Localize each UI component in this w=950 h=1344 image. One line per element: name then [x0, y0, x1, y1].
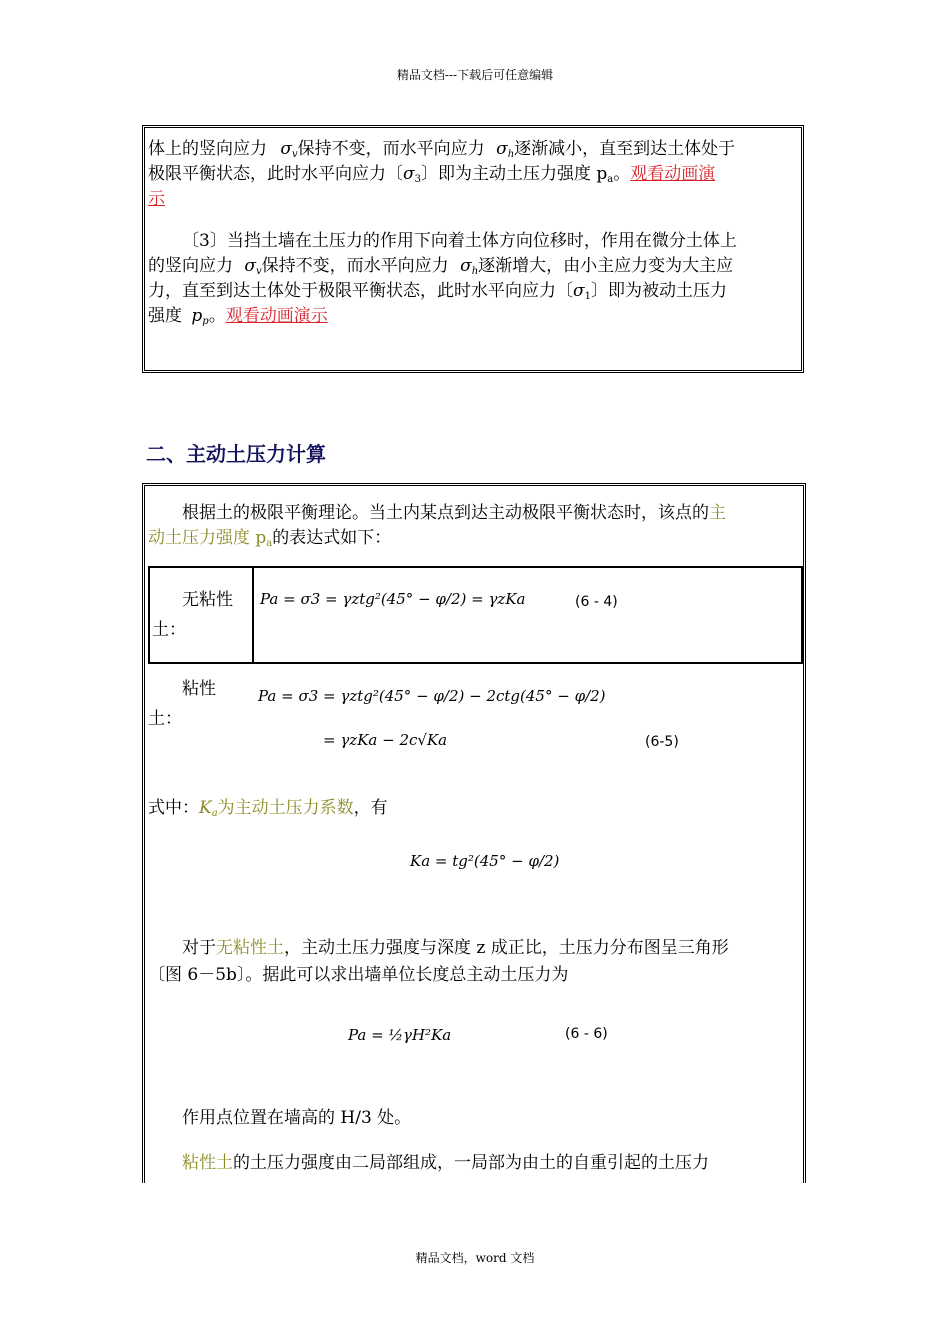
- ka: K: [199, 798, 212, 818]
- cohesionless-label: 无粘性: [182, 590, 233, 610]
- where-line: [148, 796, 388, 826]
- text: 〕即为主动土压力强度 p: [420, 164, 608, 184]
- watch-animation-link-1-end[interactable]: 示: [148, 189, 165, 209]
- page-header: 精品文档---下载后可任意编辑: [396, 68, 554, 82]
- sub-a: a: [607, 174, 614, 185]
- paragraph-1-line-2: [148, 162, 808, 192]
- cohesionless-label-2: 土：: [152, 620, 186, 640]
- sub-3: 3: [414, 174, 421, 185]
- equation-6-4: [260, 590, 525, 608]
- sub-p: p: [202, 316, 209, 327]
- olive-term: 无粘性土: [216, 938, 284, 958]
- text: 力，直至到达土体处于极限平衡状态，此时水平向应力〔: [148, 281, 573, 301]
- sigma-h: σ: [460, 256, 472, 276]
- text: 根据土的极限平衡理论。当土内某点到达主动极限平衡状态时，该点的: [182, 503, 709, 523]
- text: 保持不变，而水平向应力: [261, 256, 449, 276]
- paragraph-3-line-2: 〔图 6－5b〕。据此可以求出墙单位长度总主动土压力为: [148, 965, 569, 985]
- sub-1: 1: [584, 291, 591, 302]
- text: 的表达式如下：: [272, 528, 392, 548]
- sub-v: v: [292, 149, 298, 160]
- eq-6-4-text: Pa = σ3 = γztg²(45° − φ/2) = γzKa: [260, 590, 526, 608]
- sigma-1: σ: [573, 281, 585, 301]
- olive-term: 主: [709, 503, 726, 523]
- paragraph-2-line-1: 〔3〕当挡土墙在土压力的作用下向着土体方向位移时，作用在微分土体上: [182, 231, 737, 251]
- cohesive-label-2: 土：: [148, 709, 182, 729]
- text: 〕即为被动土压力: [590, 281, 727, 301]
- sub-a: a: [266, 538, 273, 549]
- sub-v: v: [256, 266, 262, 277]
- eq-6-5-number: (6-5): [645, 734, 679, 750]
- text: 。: [613, 164, 631, 184]
- text: 极限平衡状态，此时水平向应力〔: [148, 164, 403, 184]
- olive-term: 动土压力强度 p: [148, 528, 267, 548]
- sigma-h: σ: [496, 139, 508, 159]
- equation-ka: Ka = tg²(45° − φ/2): [410, 852, 560, 870]
- text: 的竖向应力: [148, 256, 233, 276]
- olive-term: 粘性土: [182, 1153, 233, 1173]
- watch-animation-link-2[interactable]: 观看动画演示: [225, 306, 328, 326]
- page-footer: 精品文档，word 文档: [415, 1251, 535, 1265]
- sub-h: h: [507, 149, 515, 160]
- intro-line-1: [182, 501, 802, 526]
- paragraph-2-line-4: [148, 304, 328, 334]
- paragraph-1-line-3: [148, 187, 165, 212]
- text-box-1: [142, 125, 804, 373]
- olive-term: 为主动土压力系数: [217, 798, 354, 818]
- text: 的土压力强度由二局部组成，一局部为由土的自重引起的土压力: [233, 1153, 709, 1173]
- table-divider: [252, 568, 254, 662]
- equation-6-5-line-1: Pa = σ3 = γztg²(45° − φ/2) − 2ctg(45° − φ/2): [258, 687, 606, 705]
- paragraph-3-line-1: [182, 936, 802, 961]
- eq-6-6-number: (6 - 6): [565, 1026, 608, 1042]
- ka-sub: a: [211, 808, 218, 819]
- text: 体上的竖向应力: [148, 139, 267, 159]
- text: 强度: [148, 306, 182, 326]
- text: ，有: [353, 798, 388, 818]
- intro-line-2: [148, 526, 391, 556]
- cohesive-label: 粘性: [182, 679, 216, 699]
- text: 。: [208, 306, 226, 326]
- p-italic: p: [191, 306, 203, 326]
- text: 逐渐减小，直至到达土体处于: [514, 139, 736, 159]
- text: 式中：: [148, 798, 199, 818]
- equation-6-5-line-2: = γzKa − 2c√Ka: [323, 731, 448, 749]
- sigma-v: σ: [280, 139, 293, 159]
- text-box-2: [142, 483, 806, 1183]
- cohesionless-table: [148, 566, 803, 664]
- sigma-v: σ: [244, 256, 257, 276]
- paragraph-5-line-1: [182, 1151, 802, 1176]
- section-title: 二、主动土压力计算: [146, 442, 326, 466]
- eq-6-4-number: (6 - 4): [575, 594, 618, 610]
- equation-6-6: Pa = ½γH²Ka: [348, 1026, 452, 1044]
- watch-animation-link-1[interactable]: 观看动画演: [630, 164, 716, 184]
- sigma-3: σ: [403, 164, 415, 184]
- text: 逐渐增大，由小主应力变为大主应: [478, 256, 734, 276]
- text: 保持不变，而水平向应力: [297, 139, 485, 159]
- paragraph-4: 作用点位置在墙高的 H/3 处。: [182, 1108, 412, 1128]
- text: 对于: [182, 938, 216, 958]
- sub-h: h: [471, 266, 479, 277]
- text: ，主动土压力强度与深度 z 成正比，土压力分布图呈三角形: [284, 938, 729, 958]
